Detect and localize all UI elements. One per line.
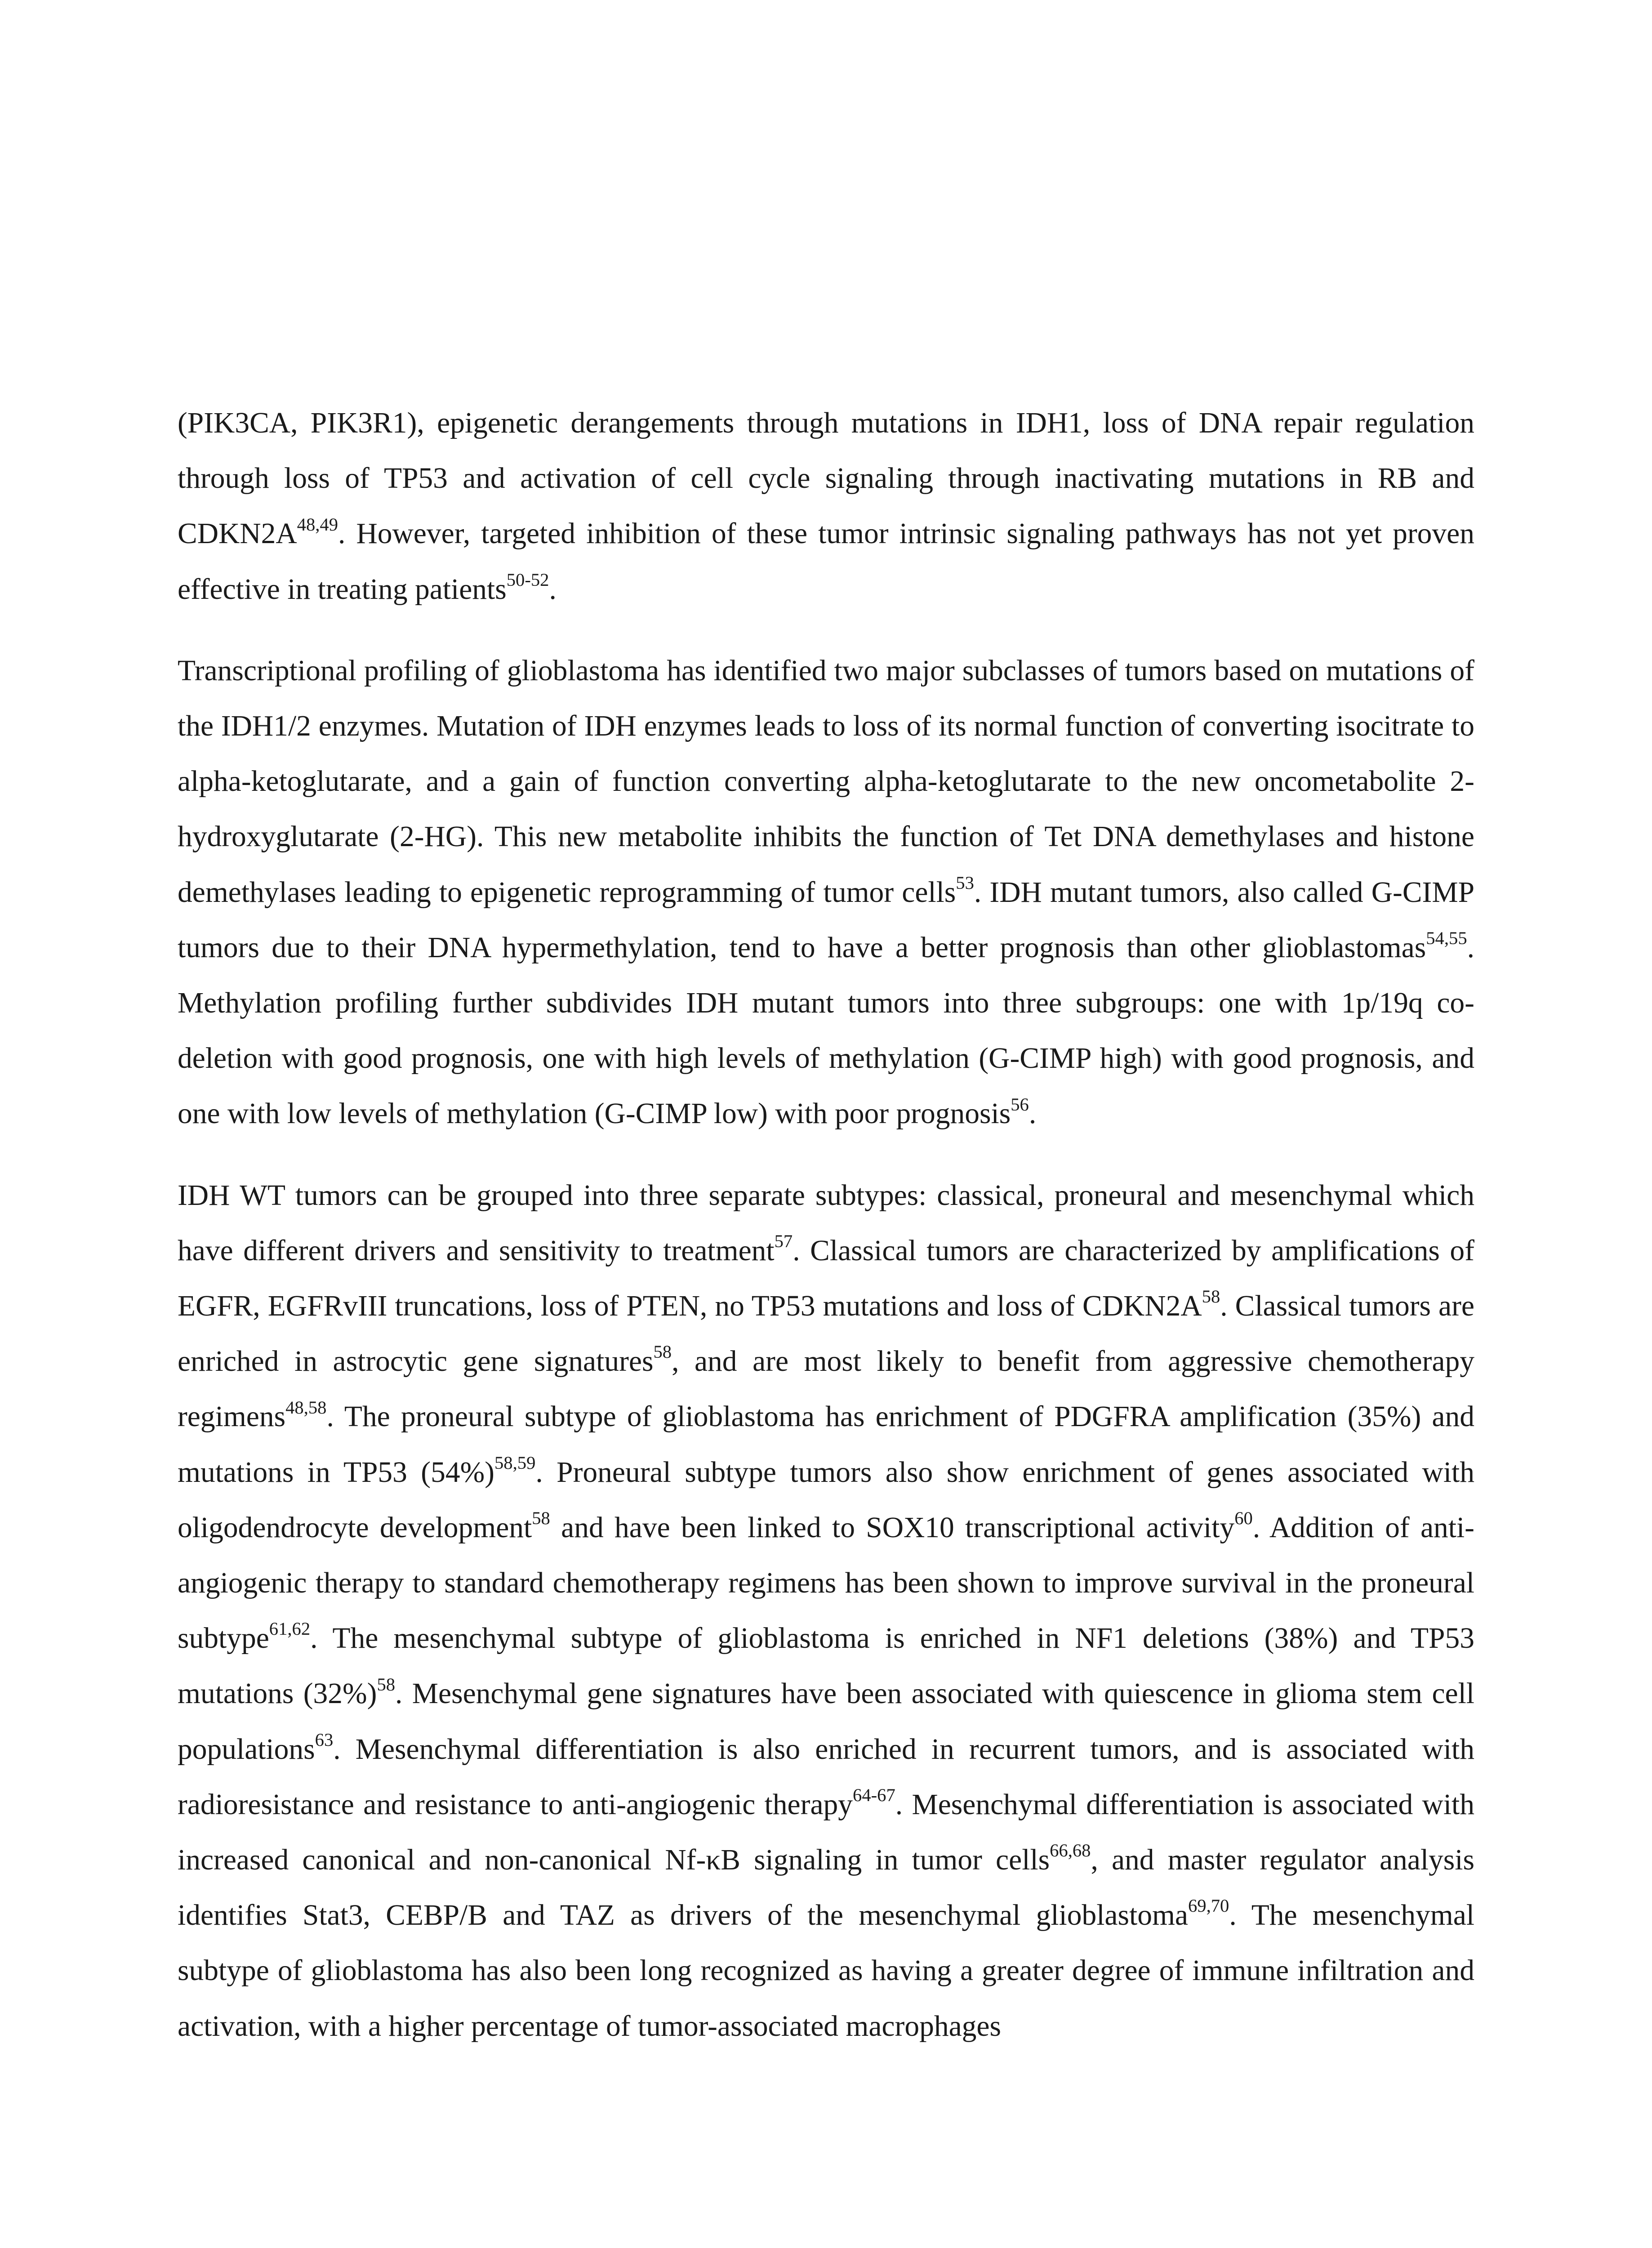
citation-superscript: 50-52 (506, 569, 549, 590)
citation-superscript: 58 (532, 1508, 550, 1528)
citation-superscript: 64-67 (853, 1784, 895, 1805)
text-run: . The mesenchymal subtype of glioblastoma is enriched in NF1 deletions (38%) and TP53 mutations (32%) (178, 1622, 1474, 1710)
citation-superscript: 66,68 (1050, 1840, 1091, 1861)
text-run: . Classical tumors are enriched in astrocytic gene signatures (178, 1290, 1474, 1378)
text-run: Transcriptional profiling of glioblastoma has identified two major subclasses of tumors based on mutations of the IDH1/2 enzymes. Mutation of IDH enzymes leads to loss of its normal function of converting isocitrate to alpha-ketoglutarate, and a gain of function converting alpha-ketoglutarate to the new oncometabolite 2-hydroxyglutarate (2-HG). This new metabolite inhibits the function of Tet DNA demethylases and histone demethylases leading to epigenetic reprogramming of tumor cells (178, 654, 1474, 909)
text-run: . Proneural subtype tumors also show enrichment of genes associated with oligodendrocyte development (178, 1456, 1474, 1544)
text-run: . (549, 573, 557, 606)
citation-superscript: 48,49 (297, 514, 338, 535)
text-run: . The mesenchymal subtype of glioblastoma has also been long recognized as having a greater degree of immune infiltration and activation, with a higher percentage of tumor-associated macrophages (178, 1899, 1474, 2043)
text-run: (PIK3CA, PIK3R1), epigenetic derangements through mutations in IDH1, loss of DNA repair regulation through loss of TP53 and activation of cell cycle signaling through inactivating mutations in RB and CDKN2A (178, 407, 1474, 550)
citation-superscript: 60 (1234, 1508, 1253, 1528)
citation-superscript: 56 (1011, 1094, 1029, 1115)
citation-superscript: 58 (377, 1674, 396, 1695)
citation-superscript: 69,70 (1188, 1896, 1229, 1916)
paragraph (178, 643, 1474, 1142)
citation-superscript: 63 (315, 1729, 334, 1750)
text-run: . Addition of anti-angiogenic therapy to standard chemotherapy regimens has been shown to improve survival in the proneural subtype (178, 1511, 1474, 1655)
citation-superscript: 53 (956, 872, 974, 893)
citation-superscript: 58,59 (494, 1452, 536, 1473)
citation-superscript: 58 (653, 1342, 672, 1362)
citation-superscript: 61,62 (269, 1619, 311, 1639)
text-run: and have been linked to SOX10 transcriptional activity (550, 1511, 1235, 1544)
text-run: . (1029, 1097, 1037, 1130)
text-run: . Methylation profiling further subdivides IDH mutant tumors into three subgroups: one with 1p/19q co-deletion with good prognosis, one with high levels of methylation (G-CIMP high) with good prognosis, and one with low levels of methylation (G-CIMP low) with poor prognosis (178, 931, 1474, 1130)
citation-superscript: 57 (774, 1231, 793, 1251)
citation-superscript: 54,55 (1426, 928, 1467, 948)
text-run: , and are most likely to benefit from aggressive chemotherapy regimens (178, 1345, 1475, 1433)
text-run: . Mesenchymal differentiation is also enriched in recurrent tumors, and is associated with radioresistance and resistance to anti-angiogenic therapy (178, 1733, 1474, 1821)
paragraph (178, 396, 1474, 617)
text-run: , and master regulator analysis identifies Stat3, CEBP/B and TAZ as drivers of the mesenchymal glioblastoma (178, 1844, 1474, 1932)
citation-superscript: 58 (1202, 1286, 1220, 1307)
text-run: . The proneural subtype of glioblastoma has enrichment of PDGFRA amplification (35%) and mutations in TP53 (54%) (178, 1401, 1474, 1489)
citation-superscript: 48,58 (285, 1397, 327, 1418)
document-body (178, 396, 1474, 2080)
text-run: IDH WT tumors can be grouped into three separate subtypes: classical, proneural and mesenchymal which have different drivers and sensitivity to treatment (178, 1179, 1474, 1267)
paragraph (178, 1168, 1474, 2054)
text-run: . Mesenchymal differentiation is associated with increased canonical and non-canonical Nf-κB signaling in tumor cells (178, 1788, 1474, 1877)
text-run: . IDH mutant tumors, also called G-CIMP tumors due to their DNA hypermethylation, tend to have a better prognosis than other glioblastomas (178, 876, 1474, 964)
text-run: . Mesenchymal gene signatures have been associated with quiescence in glioma stem cell populations (178, 1677, 1475, 1766)
text-run: . Classical tumors are characterized by amplifications of EGFR, EGFRvIII truncations, loss of PTEN, no TP53 mutations and loss of CDKN2A (178, 1234, 1474, 1323)
text-run: . However, targeted inhibition of these tumor intrinsic signaling pathways has not yet proven effective in treating patients (178, 517, 1474, 606)
